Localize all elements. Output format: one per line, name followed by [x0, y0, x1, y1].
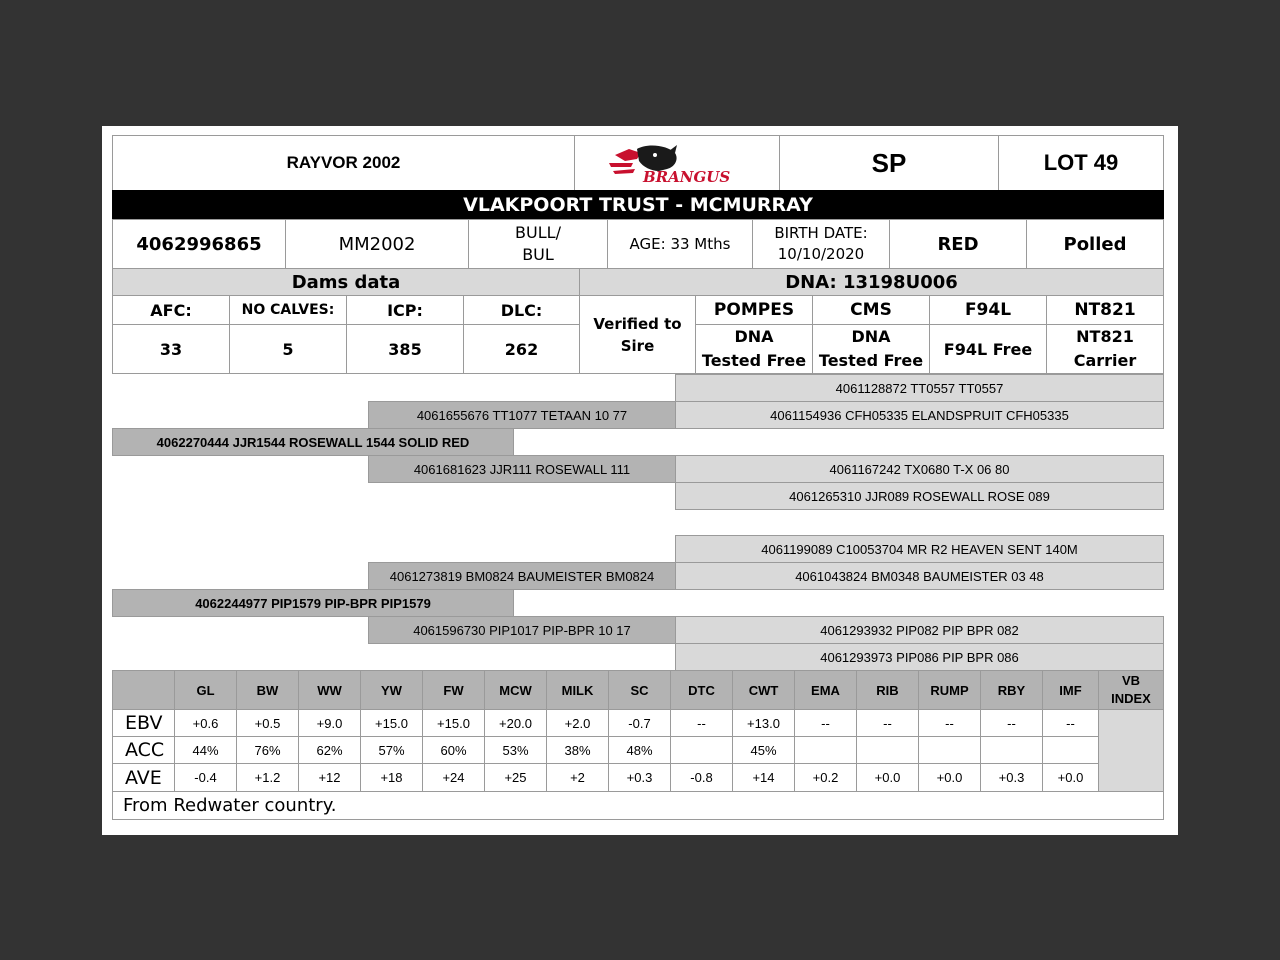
- ebv-cell-ebv-imf: --: [1042, 709, 1099, 737]
- ebv-cell-ave-ema: +0.2: [794, 763, 857, 792]
- pedigree-sire-text: 4062270444 JJR1544 ROSEWALL 1544 SOLID RED: [156, 434, 470, 450]
- sale-card: [102, 126, 1178, 835]
- dlc-label: [463, 295, 580, 325]
- no-calves-value-text: 5: [282, 339, 294, 359]
- ebv-cell-acc-rby: [980, 736, 1043, 764]
- pedigree-dam: [112, 589, 514, 617]
- birth-date-label: BIRTH DATE:: [774, 224, 868, 242]
- cms-result: [812, 324, 930, 374]
- verified-line1: Verified to: [593, 314, 682, 333]
- ebv-cell-ave-imf: +0.0: [1042, 763, 1099, 792]
- pedigree-sire-sire-sire-text: 4061128872 TT0557 TT0557: [835, 380, 1004, 396]
- pedigree-sire-sire-dam-text: 4061154936 CFH05335 ELANDSPRUIT CFH05335: [770, 407, 1069, 423]
- ebv-cell-ebv-bw: +0.5: [236, 709, 299, 737]
- cms-label-text: CMS: [850, 300, 892, 320]
- ebv-cell-ave-ww: +12: [298, 763, 361, 792]
- ebv-cell-ebv-dtc: --: [670, 709, 733, 737]
- ebv-cell-acc-sc: 48%: [608, 736, 671, 764]
- verified-cell: [579, 295, 696, 374]
- code: SP: [871, 147, 907, 178]
- pedigree-dam-dam-sire: [675, 616, 1164, 644]
- pedigree-dam-sire-sire-text: 4061199089 C10053704 MR R2 HEAVEN SENT 140M: [761, 541, 1078, 557]
- pedigree-sire-dam-sire-text: 4061167242 TX0680 T-X 06 80: [829, 461, 1010, 477]
- no-calves-label: [229, 295, 347, 325]
- ebv-cell-acc-bw: 76%: [236, 736, 299, 764]
- dna-header: [579, 268, 1164, 296]
- ebv-header-rump: RUMP: [918, 670, 981, 710]
- ebv-cell-acc-milk: 38%: [546, 736, 609, 764]
- pedigree-dam-dam-text: 4061596730 PIP1017 PIP-BPR 10 17: [413, 622, 631, 638]
- title-bar: [112, 190, 1164, 220]
- horn-status: Polled: [1063, 233, 1127, 255]
- pedigree-dam-sire-dam: [675, 562, 1164, 590]
- ebv-cell-ebv-mcw: +20.0: [484, 709, 547, 737]
- ebv-cell-ave-rib: +0.0: [856, 763, 919, 792]
- pompes-label-text: POMPES: [713, 300, 795, 320]
- ebv-cell-ebv-ema: --: [794, 709, 857, 737]
- ebv-cell-acc-rib: [856, 736, 919, 764]
- cms-result-line1: DNA: [851, 327, 891, 346]
- ebv-header-milk: MILK: [546, 670, 609, 710]
- animal-id-cell: [112, 219, 286, 269]
- ebv-cell-ebv-ww: +9.0: [298, 709, 361, 737]
- f94l-label-text: F94L: [964, 300, 1012, 320]
- birth-date: 10/10/2020: [777, 245, 865, 263]
- ebv-cell-acc-yw: 57%: [360, 736, 423, 764]
- code-cell: [779, 135, 999, 191]
- afc-label-text: AFC:: [150, 300, 192, 320]
- ebv-header-dtc: DTC: [670, 670, 733, 710]
- ebv-header-fw: FW: [422, 670, 485, 710]
- ebv-header-cwt: CWT: [732, 670, 795, 710]
- color: RED: [937, 233, 979, 255]
- ebv-cell-ebv-gl: +0.6: [174, 709, 237, 737]
- pedigree-sire-dam: [368, 455, 676, 483]
- color-cell: [889, 219, 1027, 269]
- vb-index-value: [1098, 709, 1164, 792]
- comment-text: From Redwater country.: [123, 795, 337, 816]
- ebv-corner: [112, 670, 175, 710]
- sex-cell: [468, 219, 608, 269]
- vb-index-header: [1098, 670, 1164, 710]
- ebv-header-sc: SC: [608, 670, 671, 710]
- comment-row: [112, 791, 1164, 820]
- ebv-header-imf: IMF: [1042, 670, 1099, 710]
- sex-line1: BULL/: [515, 223, 561, 242]
- age-cell: [607, 219, 753, 269]
- birth-date-cell: [752, 219, 890, 269]
- dna-header-text: DNA: 13198U006: [785, 271, 958, 293]
- no-calves-label-text: NO CALVES:: [241, 302, 335, 318]
- sire-name: RAYVOR 2002: [286, 153, 401, 172]
- ebv-cell-ebv-yw: +15.0: [360, 709, 423, 737]
- ebv-cell-ave-yw: +18: [360, 763, 423, 792]
- ebv-header-rib: RIB: [856, 670, 919, 710]
- ebv-header-mcw: MCW: [484, 670, 547, 710]
- brangus-logo: [574, 135, 780, 191]
- ebv-header-ww: WW: [298, 670, 361, 710]
- pedigree-sire-dam-dam-text: 4061265310 JJR089 ROSEWALL ROSE 089: [789, 488, 1050, 504]
- pedigree-dam-text: 4062244977 PIP1579 PIP-BPR PIP1579: [195, 595, 431, 611]
- pedigree-sire-dam-dam: [675, 482, 1164, 510]
- nt821-label-text: NT821: [1074, 300, 1136, 320]
- vb-index-line2: INDEX: [1111, 691, 1151, 706]
- ebv-cell-ave-cwt: +14: [732, 763, 795, 792]
- ebv-cell-ave-rump: +0.0: [918, 763, 981, 792]
- lot-cell: [998, 135, 1164, 191]
- ebv-cell-acc-mcw: 53%: [484, 736, 547, 764]
- pedigree-sire-sire-dam: [675, 401, 1164, 429]
- ebv-cell-acc-rump: [918, 736, 981, 764]
- page-title: VLAKPOORT TRUST - MCMURRAY: [463, 194, 813, 216]
- sire-name-cell: [112, 135, 575, 191]
- ebv-cell-acc-dtc: [670, 736, 733, 764]
- pedigree-sire-sire-sire: [675, 374, 1164, 402]
- ebv-cell-ave-sc: +0.3: [608, 763, 671, 792]
- pedigree-sire-dam-text: 4061681623 JJR111 ROSEWALL 111: [413, 461, 631, 477]
- f94l-label: [929, 295, 1047, 325]
- bull-logo-icon: [607, 141, 747, 185]
- pompes-result: [695, 324, 813, 374]
- ebv-cell-ave-mcw: +25: [484, 763, 547, 792]
- ebv-cell-acc-ww: 62%: [298, 736, 361, 764]
- dlc-label-text: DLC:: [500, 300, 543, 320]
- pedigree-sire-dam-sire: [675, 455, 1164, 483]
- logo-text: BRANGUS: [643, 168, 731, 185]
- pedigree-dam-dam: [368, 616, 676, 644]
- afc-label: [112, 295, 230, 325]
- nt821-label: [1046, 295, 1164, 325]
- nt821-result: [1046, 324, 1164, 374]
- ave-row-label: [112, 763, 175, 792]
- ebv-header-gl: GL: [174, 670, 237, 710]
- ave-row-label-text: AVE: [125, 766, 162, 789]
- animal-id: 4062996865: [136, 233, 262, 255]
- ebv-header-rby: RBY: [980, 670, 1043, 710]
- pedigree-dam-sire-sire: [675, 535, 1164, 563]
- ebv-header-bw: BW: [236, 670, 299, 710]
- ebv-cell-ebv-rby: --: [980, 709, 1043, 737]
- nt821-result-line1: NT821: [1076, 327, 1134, 346]
- afc-value-text: 33: [159, 339, 183, 359]
- acc-row-label: [112, 736, 175, 764]
- icp-value: [346, 324, 464, 374]
- pompes-result-line1: DNA: [734, 327, 774, 346]
- animal-name-cell: [285, 219, 469, 269]
- ebv-cell-acc-ema: [794, 736, 857, 764]
- cms-label: [812, 295, 930, 325]
- sex-line2: BUL: [522, 245, 554, 264]
- ebv-cell-ave-milk: +2: [546, 763, 609, 792]
- ebv-cell-ebv-rump: --: [918, 709, 981, 737]
- ebv-cell-ave-gl: -0.4: [174, 763, 237, 792]
- vb-index-line1: VB: [1121, 673, 1141, 688]
- ebv-cell-acc-gl: 44%: [174, 736, 237, 764]
- ebv-row-label-text: EBV: [125, 712, 163, 734]
- ebv-header-ema: EMA: [794, 670, 857, 710]
- dams-header-text: Dams data: [291, 271, 401, 293]
- icp-value-text: 385: [388, 339, 422, 359]
- pedigree-dam-sire: [368, 562, 676, 590]
- verified-line2: Sire: [620, 336, 655, 355]
- ebv-row-label: [112, 709, 175, 737]
- ebv-cell-ave-fw: +24: [422, 763, 485, 792]
- nt821-result-line2: Carrier: [1073, 351, 1137, 370]
- ebv-cell-ave-dtc: -0.8: [670, 763, 733, 792]
- ebv-cell-ebv-sc: -0.7: [608, 709, 671, 737]
- ebv-cell-ebv-fw: +15.0: [422, 709, 485, 737]
- dlc-value-text: 262: [504, 339, 539, 359]
- age: AGE: 33 Mths: [629, 235, 731, 253]
- ebv-cell-ebv-rib: --: [856, 709, 919, 737]
- pompes-result-line2: Tested Free: [701, 351, 807, 370]
- no-calves-value: [229, 324, 347, 374]
- acc-row-label-text: ACC: [125, 739, 165, 761]
- pedigree-sire: [112, 428, 514, 456]
- pedigree-dam-dam-dam: [675, 643, 1164, 671]
- ebv-cell-ave-bw: +1.2: [236, 763, 299, 792]
- cms-result-line2: Tested Free: [818, 351, 924, 370]
- lot-number: LOT 49: [1043, 150, 1119, 175]
- pedigree-sire-sire-text: 4061655676 TT1077 TETAAN 10 77: [416, 407, 628, 423]
- pedigree-sire-sire: [368, 401, 676, 429]
- afc-value: [112, 324, 230, 374]
- f94l-result: [929, 324, 1047, 374]
- icp-label-text: ICP:: [387, 300, 423, 320]
- ebv-cell-acc-cwt: 45%: [732, 736, 795, 764]
- pedigree-dam-sire-text: 4061273819 BM0824 BAUMEISTER BM0824: [389, 568, 655, 584]
- dams-header: [112, 268, 580, 296]
- ebv-cell-acc-imf: [1042, 736, 1099, 764]
- ebv-cell-ebv-cwt: +13.0: [732, 709, 795, 737]
- icp-label: [346, 295, 464, 325]
- pompes-label: [695, 295, 813, 325]
- pedigree-dam-sire-dam-text: 4061043824 BM0348 BAUMEISTER 03 48: [795, 568, 1044, 584]
- ebv-header-yw: YW: [360, 670, 423, 710]
- ebv-cell-acc-fw: 60%: [422, 736, 485, 764]
- pedigree-dam-dam-sire-text: 4061293932 PIP082 PIP BPR 082: [820, 622, 1019, 638]
- ebv-cell-ebv-milk: +2.0: [546, 709, 609, 737]
- pedigree-dam-dam-dam-text: 4061293973 PIP086 PIP BPR 086: [820, 649, 1019, 665]
- ebv-cell-ave-rby: +0.3: [980, 763, 1043, 792]
- horn-cell: [1026, 219, 1164, 269]
- dlc-value: [463, 324, 580, 374]
- f94l-result-text: F94L Free: [943, 339, 1033, 359]
- animal-name: MM2002: [338, 233, 416, 255]
